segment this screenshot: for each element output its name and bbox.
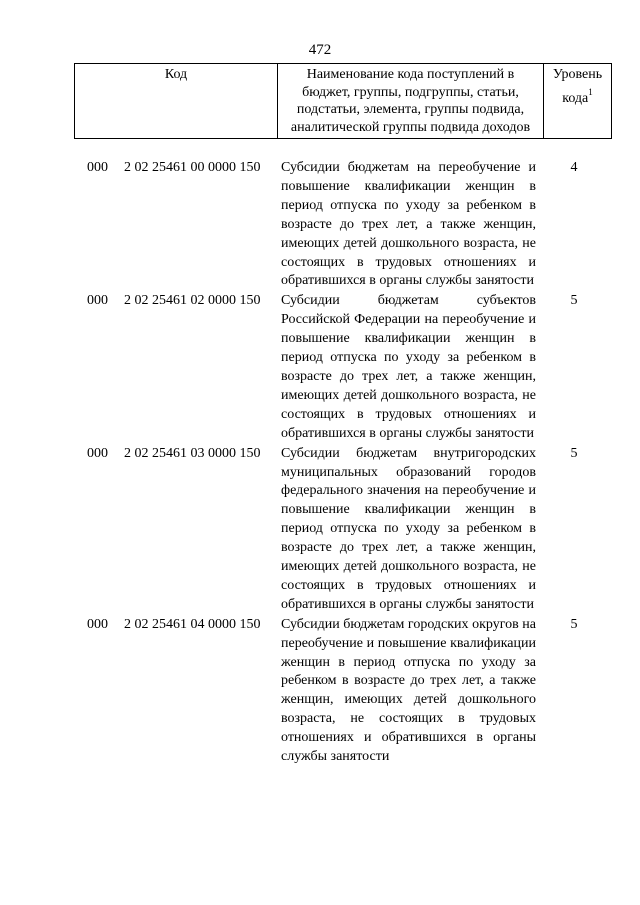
table-row	[0, 445, 640, 615]
admin-code: 000	[87, 160, 108, 175]
admin-code: 000	[87, 445, 108, 461]
code-level: 5	[570, 616, 578, 632]
header-name: Наименование кода поступлений в бюджет, группы, подгруппы, статьи, подстатьи, элемента, группы подвида, аналитической группы подвида доходов	[278, 64, 544, 138]
revenue-name: Субсидии бюджетам городских округов на переобучение и повышение квалификации женщин в период отпуска по уходу за ребенком в возрасте до трех лет, а также женщин, имеющих детей дошкольного возраста, не состоящих в трудовых отношениях и обратившихся в органы службы занятости	[281, 616, 536, 765]
revenue-name: Субсидии бюджетам на переобучение и повышение квалификации женщин в период отпуска по уходу за ребенком в возрасте до трех лет, а также женщин, имеющих детей дошкольного возраста, не состоящих в трудовых отношениях и обратившихся в органы службы занятости	[281, 160, 536, 289]
table-body	[0, 159, 640, 767]
code-level: 5	[570, 445, 578, 461]
revenue-code: 2 02 25461 04 0000 150	[124, 616, 261, 632]
table-row	[0, 159, 640, 291]
revenue-code: 2 02 25461 03 0000 150	[124, 445, 261, 461]
page-number: 472	[308, 42, 332, 58]
revenue-code: 2 02 25461 02 0000 150	[124, 293, 261, 309]
admin-code: 000	[87, 293, 108, 309]
code-level: 4	[570, 160, 578, 175]
footnote-marker: 1	[588, 86, 593, 97]
code-level: 5	[570, 293, 578, 309]
revenue-code: 2 02 25461 00 0000 150	[124, 160, 261, 175]
table-row	[0, 616, 640, 767]
table-header	[74, 63, 612, 139]
revenue-name: Субсидии бюджетам внутригородских муниципальных образований городов федерального значения на переобучение и повышение квалификации женщин в период отпуска по уходу за ребенком в возрасте до трех лет, а также женщин, имеющих детей дошкольного возраста, не состоящих в трудовых отношениях и обратившихся в органы службы занятости	[281, 445, 536, 612]
header-level	[544, 64, 611, 138]
header-level-label: Уровень кода	[552, 67, 603, 106]
revenue-name: Субсидии бюджетам субъектов Российской Федерации на переобучение и повышение квалификации женщин в период отпуска по уходу за ребенком в возрасте до трех лет, а также женщин, имеющих детей дошкольного возраста, не состоящих в трудовых отношениях и обратившихся в органы службы занятости	[281, 293, 536, 441]
admin-code: 000	[87, 616, 108, 632]
table-row	[0, 292, 640, 443]
header-code: Код	[75, 64, 278, 138]
